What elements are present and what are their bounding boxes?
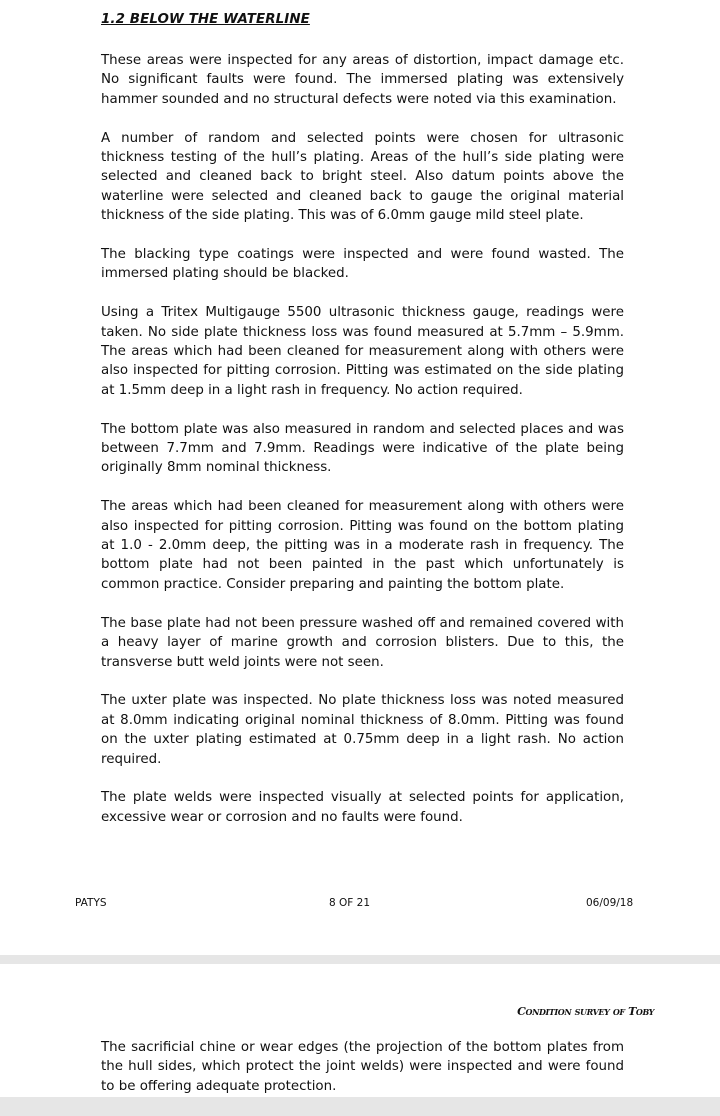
page-body xyxy=(101,1038,624,1116)
paragraph-3: The blacking type coatings were inspected and were found wasted. The immersed plating should be blacked. xyxy=(101,247,624,282)
paragraph-1: The sacrificial chine or wear edges (the projection of the bottom plates from the hull sides, which protect the joint welds) were inspected and were found to be offering adequate protection. xyxy=(101,1040,624,1094)
paragraph-2: A number of random and selected points were chosen for ultrasonic thickness testing of the hull’s plating. Areas of the hull’s side plating were selected and cleaned back to bright steel. Also datum points above the waterline were selected and cleaned back to gauge the original material thickness of the side plating. This was of 6.0mm gauge mild steel plate. xyxy=(101,130,624,224)
paragraph-9: The plate welds were inspected visually at selected points for application, excessive wear or corrosion and no faults were found. xyxy=(101,790,624,825)
footer-page-number: 8 OF 21 xyxy=(329,897,371,909)
paragraph-5: The bottom plate was also measured in random and selected places and was between 7.7mm and 7.9mm. Readings were indicative of the plate being originally 8mm nominal thickness. xyxy=(101,421,624,476)
paragraph-7: The base plate had not been pressure washed off and remained covered with a heavy layer of marine growth and corrosion blisters. Due to this, the transverse butt weld joints were not seen. xyxy=(101,615,624,670)
footer-author: PATYS xyxy=(75,897,107,909)
footer-date: 06/09/18 xyxy=(586,897,634,909)
section-heading: 1.2 BELOW THE WATERLINE xyxy=(101,12,310,27)
page-header-title: Condition survey of Toby xyxy=(517,1005,654,1018)
paragraph-8: The uxter plate was inspected. No plate thickness loss was noted measured at 8.0mm indicating original nominal thickness of 8.0mm. Pitting was found on the uxter plating estimated at 0.75mm deep in a light rash. No action required. xyxy=(101,693,624,767)
paragraph-6: The areas which had been cleaned for measurement along with others were also inspected for pitting corrosion. Pitting was found on the bottom plating at 1.0 - 2.0mm deep, the pitting was in a moderate rash in frequency. The bottom plate had not been painted in the past which unfortunately is common practice. Consider preparing and painting the bottom plate. xyxy=(101,499,624,592)
document-page-9 xyxy=(0,964,720,1097)
page-body xyxy=(101,51,624,847)
paragraph-1: These areas were inspected for any areas of distortion, impact damage etc. No significant faults were found. The immersed plating was extensively hammer sounded and no structural defects were noted via this examination. xyxy=(101,53,624,107)
paragraph-4: Using a Tritex Multigauge 5500 ultrasonic thickness gauge, readings were taken. No side plate thickness loss was found measured at 5.7mm – 5.9mm. The areas which had been cleaned for measurement along with others were also inspected for pitting corrosion. Pitting was estimated on the side plating at 1.5mm deep in a light rash in frequency. No action required. xyxy=(101,305,624,398)
